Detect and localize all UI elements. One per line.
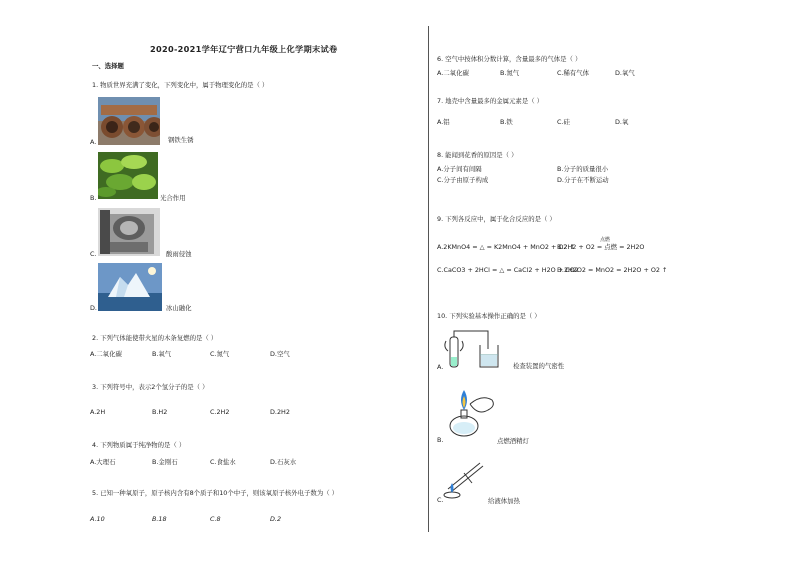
question-1-stem: 1. 物质世界充满了变化，下列变化中，属于物理变化的是（ ）: [92, 81, 269, 89]
q2-option-d: D.空气: [270, 350, 290, 358]
q2-option-a: A.二氧化碳: [90, 350, 122, 358]
alcohol-lamp-lighting: [440, 384, 500, 438]
q6-option-a: A.二氧化碳: [437, 69, 469, 77]
q9-condition-label: 点燃: [600, 237, 611, 243]
q1-option-b-text: 光合作用: [160, 194, 186, 202]
q8-option-a: A.分子间有间隔: [437, 165, 482, 173]
q5-option-d: D.2: [270, 515, 282, 523]
question-2-stem: 2. 下列气体能使带火星的木条复燃的是（ ）: [92, 334, 218, 342]
q10-option-b-text: 点燃酒精灯: [497, 437, 529, 445]
q3-option-c: C.2H2: [210, 408, 230, 416]
q8-option-c: C.分子由原子构成: [437, 176, 489, 184]
q9-option-b: B.2H2 + O2 = 点燃 = 2H2O: [557, 243, 645, 251]
green-leaves-photo: [98, 152, 158, 199]
q1-option-a-text: 钢铁生锈: [168, 136, 194, 144]
q8-option-d: D.分子在不断运动: [557, 176, 609, 184]
q7-option-b: B.铁: [500, 118, 513, 126]
q6-option-d: D.氧气: [615, 69, 635, 77]
q1-option-c-letter: C.: [90, 250, 97, 258]
q1-option-d-letter: D.: [90, 304, 97, 312]
question-6-stem: 6. 空气中按体积分数计算，含量最多的气体是（ ）: [437, 55, 582, 63]
q10-option-c-text: 给液体加热: [488, 497, 520, 505]
column-divider: [428, 26, 429, 532]
test-tube-heating: [442, 459, 486, 499]
q4-option-d: D.石灰水: [270, 458, 297, 466]
eroded-statue-photo: [98, 208, 160, 256]
q6-option-c: C.稀有气体: [557, 69, 590, 77]
q5-option-b: B.18: [152, 515, 167, 523]
question-4-stem: 4. 下列物质属于纯净物的是（ ）: [92, 441, 186, 449]
page-title: 2020-2021学年辽宁营口九年级上化学期末试卷: [150, 44, 338, 54]
q9-option-a: A.2KMnO4 = △ = K2MnO4 + MnO2 + O2 ↑: [437, 243, 575, 251]
q7-option-c: C.硅: [557, 118, 570, 126]
question-8-stem: 8. 能闻到花香的原因是（ ）: [437, 151, 518, 159]
q5-option-c: C.8: [210, 515, 221, 523]
q1-option-d-text: 冰山融化: [166, 304, 192, 312]
q10-option-a-text: 检查装置的气密性: [513, 362, 565, 370]
question-10-stem: 10. 下列实验基本操作正确的是（ ）: [437, 312, 541, 320]
q4-option-b: B.金刚石: [152, 458, 178, 466]
iceberg-photo: [98, 263, 162, 311]
q7-option-a: A.铝: [437, 118, 450, 126]
q2-option-c: C.氮气: [210, 350, 230, 358]
q1-option-a-letter: A.: [90, 138, 97, 146]
q9-option-d: D.2H2O2 = MnO2 = 2H2O + O2 ↑: [557, 266, 668, 274]
q7-option-d: D.氧: [615, 118, 629, 126]
rusty-pipes-photo: [98, 97, 160, 145]
q10-option-c-letter: C.: [437, 496, 444, 504]
question-3-stem: 3. 下列符号中，表示2个氢分子的是（ ）: [92, 383, 209, 391]
question-7-stem: 7. 地壳中含量最多的金属元素是（ ）: [437, 97, 544, 105]
q10-option-a-letter: A.: [437, 363, 444, 371]
q9-option-c: C.CaCO3 + 2HCl = △ = CaCl2 + H2O + CO2: [437, 266, 579, 274]
section-heading: 一、选择题: [92, 62, 124, 70]
question-5-stem: 5. 已知一种氧原子，原子核内含有8个质子和10个中子，则该氧原子核外电子数为（ ）: [92, 489, 339, 497]
q1-option-c-text: 酸雨侵蚀: [166, 250, 192, 258]
q5-option-a: A.10: [90, 515, 105, 523]
q4-option-a: A.大理石: [90, 458, 116, 466]
q8-option-b: B.分子的质量很小: [557, 165, 609, 173]
q2-option-b: B.氧气: [152, 350, 172, 358]
q10-option-b-letter: B.: [437, 436, 444, 444]
q1-option-b-letter: B.: [90, 194, 97, 202]
q3-option-b: B.H2: [152, 408, 168, 416]
q6-option-b: B.氮气: [500, 69, 520, 77]
question-9-stem: 9. 下列各反应中，属于化合反应的是（ ）: [437, 215, 556, 223]
q3-option-a: A.2H: [90, 408, 106, 416]
q3-option-d: D.2H2: [270, 408, 290, 416]
airtightness-check-apparatus: [440, 327, 504, 371]
q4-option-c: C.食盐水: [210, 458, 236, 466]
